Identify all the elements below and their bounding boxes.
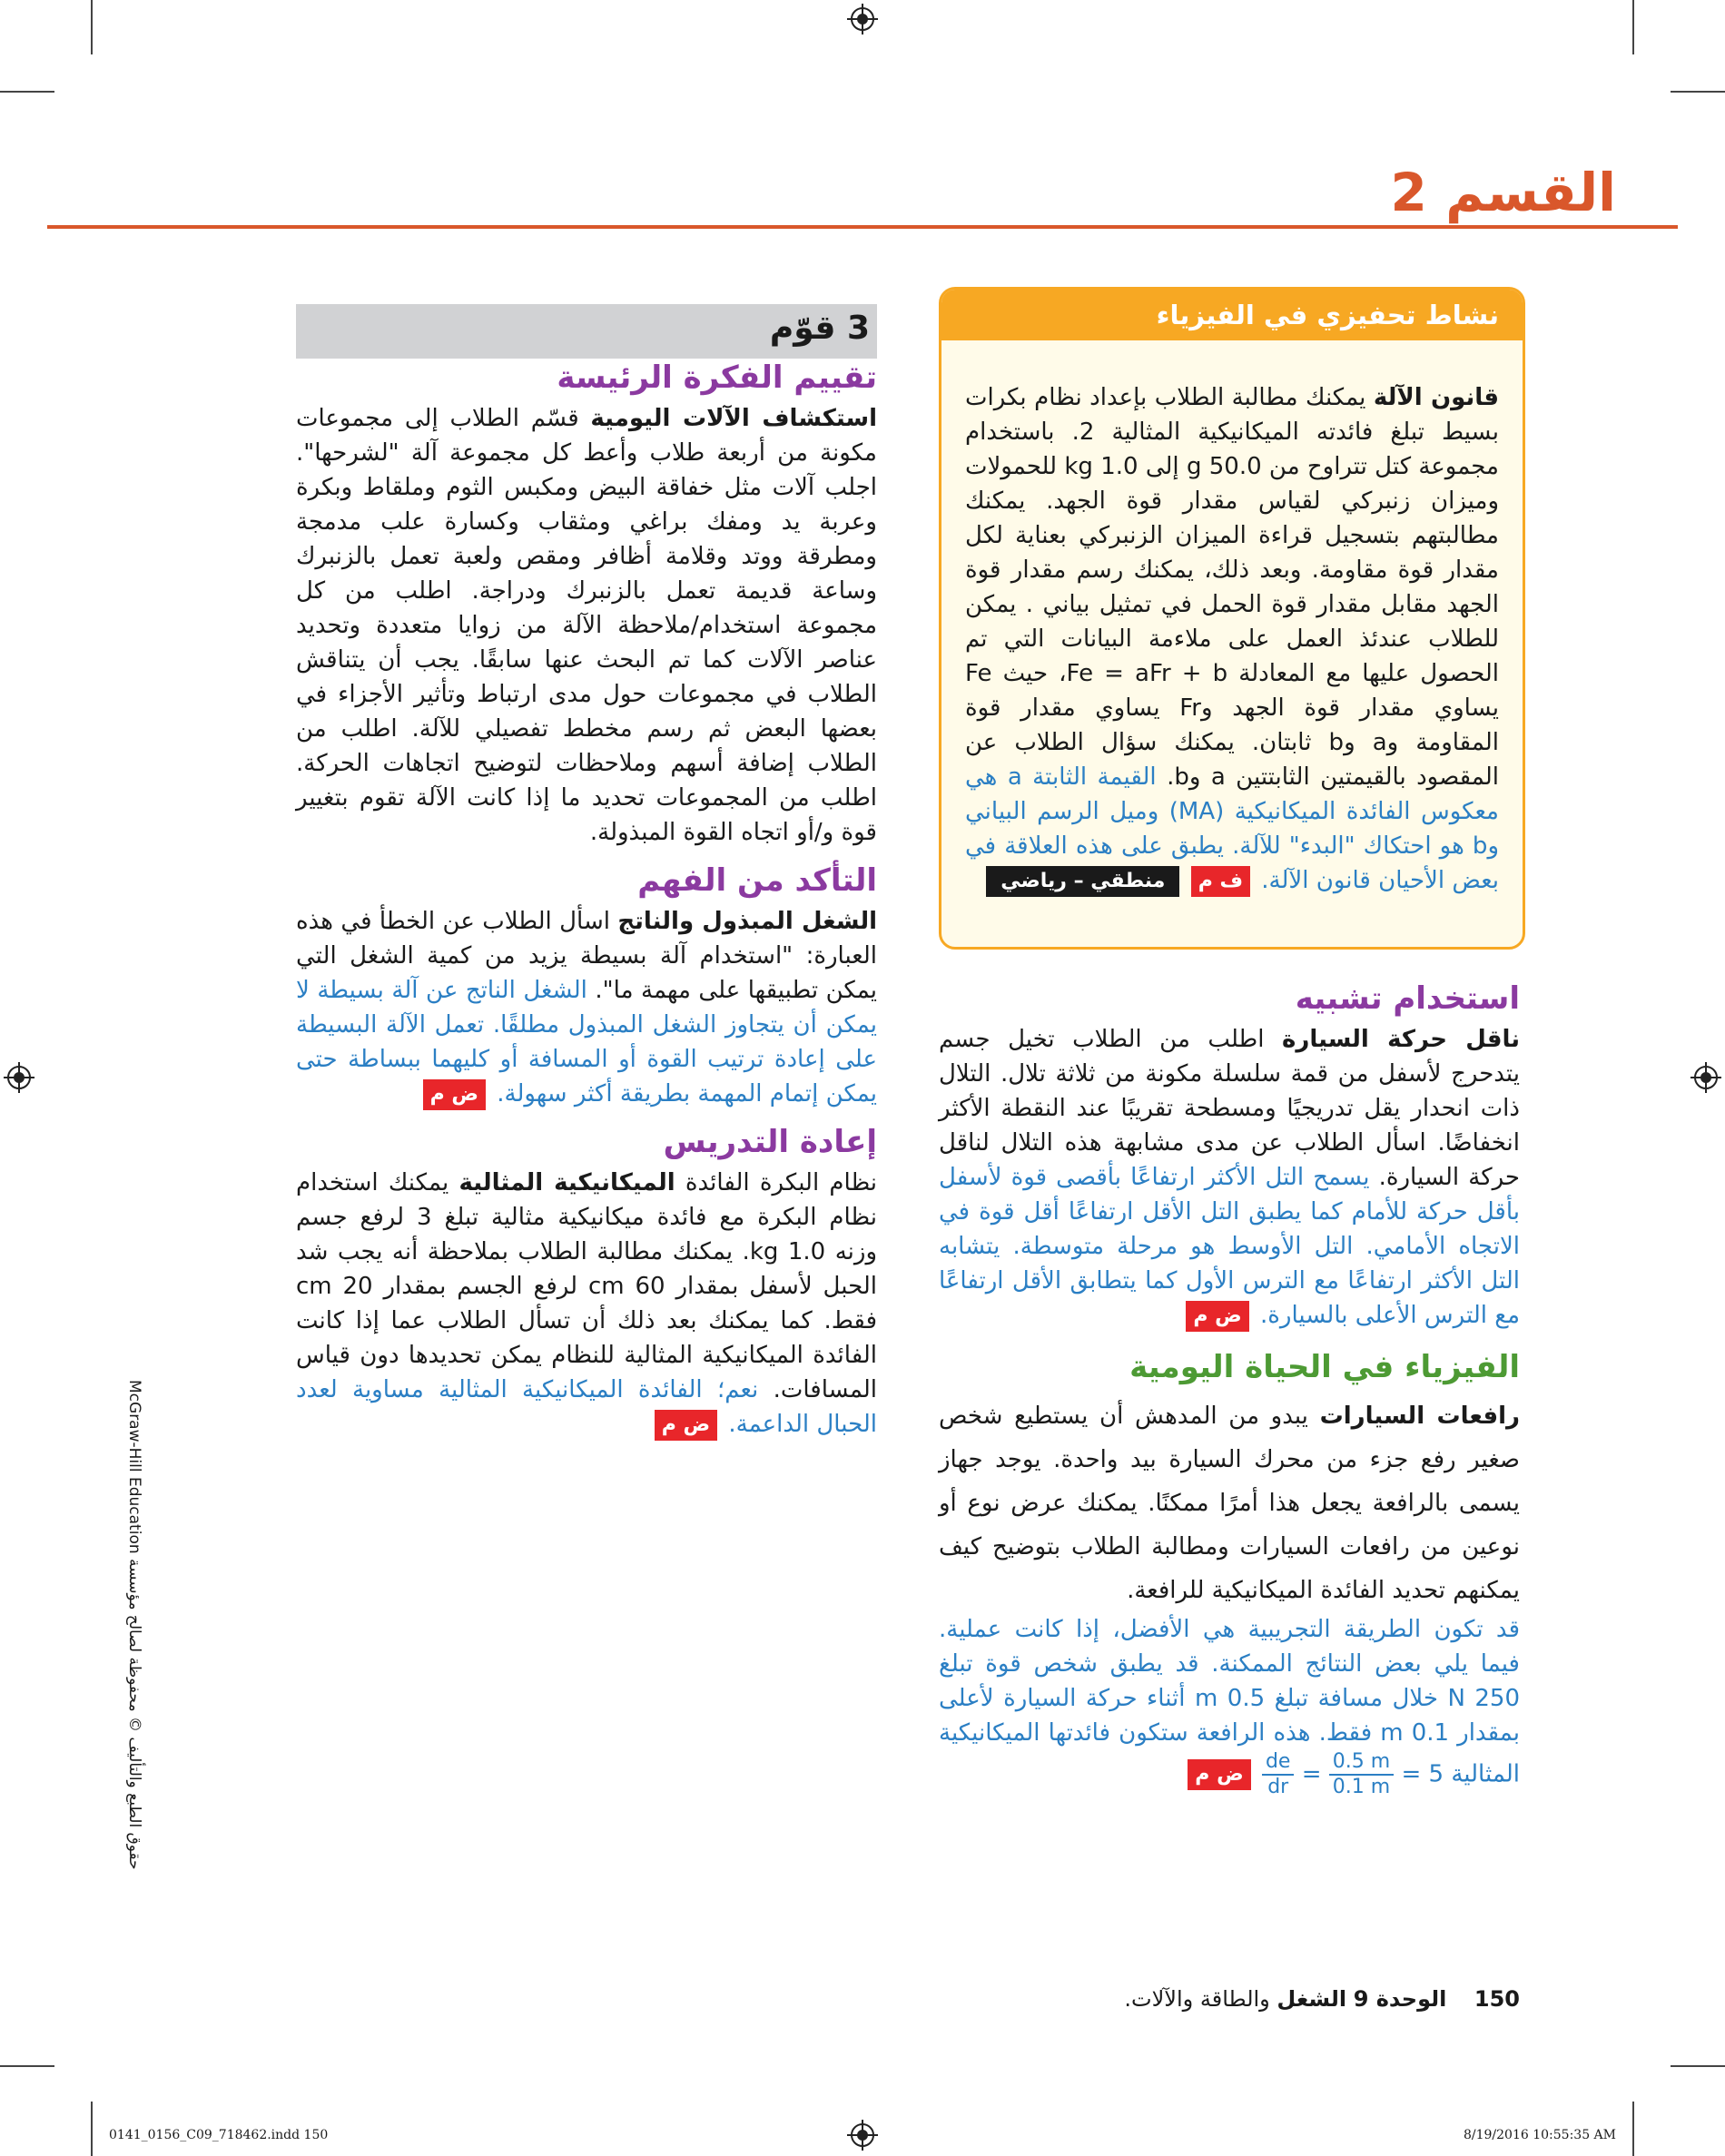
paragraph-lead: استكشاف الآلات اليومية — [590, 405, 877, 432]
page-number: 150 — [1474, 1986, 1520, 2012]
activity-answer: القيمة الثابتة a هي معكوس الفائدة الميكانيكية (MA) وميل الرسم البياني وb هو احتكاك "البدء" للآلة. يطبق على هذه العلاقة في بعض الأحيان قانون الآلة. — [965, 763, 1499, 894]
crop-mark — [1632, 0, 1634, 54]
activity-box — [939, 287, 1525, 950]
fraction-numerator: 0.5 m — [1329, 1750, 1394, 1776]
paragraph-work-in-out — [296, 904, 877, 1111]
crop-mark — [1671, 91, 1725, 93]
formula-prefix: الميكانيكية المثالية 5 = — [939, 1719, 1520, 1788]
paragraph-text: يبدو من المدهش أن يستطيع شخص صغير رفع جزء من محرك السيارة بيد واحدة. يوجد جهاز يسمى بالرافعة يجعل هذا أمرًا ممكنًا. يمكنك عرض نوع أو نوعين من رافعات السيارات ومطالبة الطلاب بتوضيح كيف يمكنهم تحديد الفائدة الميكانيكية للرافعة. — [939, 1403, 1520, 1604]
paragraph-text: اطلب من الطلاب تخيل جسم يتدحرج لأسفل من قمة سلسلة مكونة من ثلاثة تلال. التلال ذات انحدار يقل تدريجيًا ومسطحة تقريبًا عند النقطة الأكثر انخفاضًا. اسأل الطلاب عن مدى مشابهة هذه التلال لناقل حركة السيارة. — [939, 1026, 1521, 1191]
level-badge: ض م — [655, 1410, 717, 1441]
activity-title: نشاط تحفيزي في الفيزياء — [941, 290, 1523, 340]
paragraph-lead-plain: نظام البكرة الفائدة — [685, 1169, 878, 1196]
heading-analogy: استخدام تشبيه — [1295, 980, 1520, 1017]
fraction-symbols — [1262, 1750, 1295, 1799]
left-column — [296, 359, 877, 1442]
crop-mark — [91, 0, 93, 54]
unit-label: الوحدة 9 — [1353, 1986, 1447, 2012]
paragraph-answer: يسمح التل الأكثر ارتفاعًا بأقصى قوة لأسفل بأقل حركة للأمام كما يطبق التل الأقل ارتفاعًا أقل قوة في الاتجاه الأمامي. التل الأوسط هو مرحلة متوسطة. يتشابه التل الأكثر ارتفاعًا مع الترس الأول كما يتطابق الأقل ارتفاعًا مع الترس الأعلى بالسيارة. — [939, 1164, 1520, 1329]
registration-mark-icon — [847, 2120, 878, 2151]
paragraph-text: قسّم الطلاب إلى مجموعات مكونة من أربعة طلاب وأعط كل مجموعة آلة "لشرحها". اجلب آلات مثل خفاقة البيض ومكبس الثوم وملقاط وبكرة وعربة يد ومفك براغي ومثقاب وكسارة علب مدمجة ومطرقة ووتد وقلامة أظافر ومقص ولعبة تعمل بالزنبرك وساعة قديمة تعمل بالزنبرك ودراجة. اطلب من كل مجموعة استخدام/ملاحظة الآلة من زوايا متعددة وتحديد عناصر الآلات كما تم البحث عنها سابقًا. يجب أن يتناقش الطلاب في مجموعات حول مدى ارتباط وتأثير الأجزاء في بعضها البعض ثم رسم مخطط تفصيلي للآلة. اطلب من الطلاب إضافة أسهم وملاحظات لتوضيح اتجاهات الحركة. اطلب من المجموعات تحديد ما إذا كانت الآلة تقوم بتغيير قوة و/أو اتجاه القوة المبذولة. — [296, 405, 877, 846]
fraction-denominator: 0.1 m — [1332, 1776, 1391, 1798]
paragraph-car-jacks — [939, 1394, 1520, 1612]
paragraph-lead: الميكانيكية المثالية — [458, 1169, 675, 1196]
copyright-notice: حقوق الطبع والتأليف © محفوظة لصالح مؤسسة McGraw-Hill Education — [125, 1380, 143, 1870]
paragraph-text: يمكنك استخدام نظام البكرة مع فائدة ميكانيكية مثالية تبلغ 3 لرفع جسم وزنه 1.0 kg. يمكنك مطالبة الطلاب بملاحظة أنه يجب شد الحبل لأسفل بمقدار 60 cm لرفع الجسم بمقدار 20 cm فقط. كما يمكنك بعد ذلك أن تسأل الطلاب عما إذا كانت الفائدة الميكانيكية المثالية للنظام يمكن تحديدها دون قياس المسافات. — [296, 1169, 878, 1403]
section-divider — [47, 225, 1678, 229]
crop-mark — [91, 2102, 93, 2156]
heading-everyday-physics: الفيزياء في الحياة اليومية — [1129, 1349, 1520, 1385]
assess-header — [296, 304, 877, 359]
crop-mark — [0, 91, 54, 93]
equals-sign: = — [1301, 1760, 1322, 1788]
level-badge: ض م — [1188, 1759, 1250, 1790]
crop-mark — [0, 2065, 54, 2067]
paragraph-everyday-machines — [296, 401, 877, 850]
paragraph-transmission — [939, 1022, 1520, 1333]
registration-mark-icon — [1690, 1062, 1721, 1093]
registration-mark-icon — [847, 4, 878, 34]
registration-mark-icon — [4, 1062, 34, 1093]
fraction-distances — [1329, 1750, 1394, 1799]
slug-file: 0141_0156_C09_718462.indd 150 — [109, 2128, 329, 2142]
heading-main-idea: تقييم الفكرة الرئيسة — [557, 359, 877, 396]
heading-reteach: إعادة التدريس — [663, 1124, 877, 1160]
paragraph-answer: الشغل الناتج عن آلة بسيطة لا يمكن أن يتجاوز الشغل المبذول مطلقًا. تعمل الآلة البسيطة على إعادة ترتيب القوة أو المسافة أو كليهما ببساطة حتى يمكن إتمام المهمة بطريقة أكثر سهولة. — [296, 977, 877, 1108]
learning-style-badge: منطقي – رياضي — [986, 866, 1179, 897]
paragraph-text: اسأل الطلاب عن الخطأ في هذه العبارة: "استخدام آلة بسيطة يزيد من كمية الشغل التي يمكن تطبيقها على مهمة ما". — [296, 908, 877, 1004]
paragraph-answer — [939, 1612, 1520, 1799]
page-footer — [1124, 1986, 1520, 2012]
crop-mark — [1632, 2102, 1634, 2156]
level-badge: ف م — [1191, 866, 1250, 897]
assess-header-label: 3 قوّم — [769, 310, 870, 347]
activity-body — [941, 340, 1523, 898]
paragraph-answer: نعم؛ الفائدة الميكانيكية المثالية مساوية لعدد الحبال الداعمة. — [296, 1376, 877, 1438]
paragraph-lead: رافعات السيارات — [1319, 1403, 1521, 1430]
activity-lead: قانون الآلة — [1373, 384, 1499, 411]
unit-title-rest: والطاقة والآلات. — [1124, 1986, 1270, 2012]
slug-date: 8/19/2016 10:55:35 AM — [1463, 2128, 1616, 2142]
paragraph-lead: ناقل حركة السيارة — [1282, 1026, 1521, 1053]
fraction-denominator: dr — [1267, 1776, 1289, 1798]
fraction-numerator: de — [1262, 1750, 1295, 1776]
section-title: القسم 2 — [1390, 162, 1616, 223]
activity-text: يمكنك مطالبة الطلاب بإعداد نظام بكرات بسيط تبلغ فائدته الميكانيكية المثالية 2. باستخدام مجموعة كتل تتراوح من 50.0 g إلى 1.0 kg للحمولات وميزان زنبركي لقياس مقدار قوة الجهد. يمكنك مطالبتهم بتسجيل قراءة الميزان الزنبركي بعناية لكل مقدار قوة مقاومة. وبعد ذلك، يمكنك رسم مقدار قوة الجهد مقابل مقدار قوة الحمل في تمثيل بياني . يمكن للطلاب عندئذ العمل على ملاءمة البيانات التي تم الحصول عليها مع المعادلة Fe = aFr + b، حيث Fe يساوي مقدار قوة الجهد وFr يساوي مقدار قوة المقاومة وa وb ثابتان. يمكنك سؤال الطلاب عن المقصود بالقيمتين الثابتتين a وb. — [965, 384, 1500, 791]
answer-text: قد تكون الطريقة التجريبية هي الأفضل، إذا كانت عملية. فيما يلي بعض النتائج الممكنة. قد يطبق شخص قوة تبلغ 250 N خلال مسافة تبلغ 0.5 m أثناء حركة السيارة لأعلى بمقدار 0.1 m فقط. هذه الرافعة ستكون فائدتها — [939, 1616, 1521, 1747]
paragraph-pulley-system — [296, 1166, 877, 1442]
level-badge: ض م — [1186, 1301, 1248, 1332]
level-badge: ض م — [423, 1079, 486, 1110]
heading-check-understanding: التأكد من الفهم — [637, 862, 877, 899]
unit-title: الشغل — [1276, 1986, 1347, 2012]
crop-mark — [1671, 2065, 1725, 2067]
paragraph-lead: الشغل المبذول والناتج — [617, 908, 877, 935]
right-column — [939, 980, 1520, 1799]
